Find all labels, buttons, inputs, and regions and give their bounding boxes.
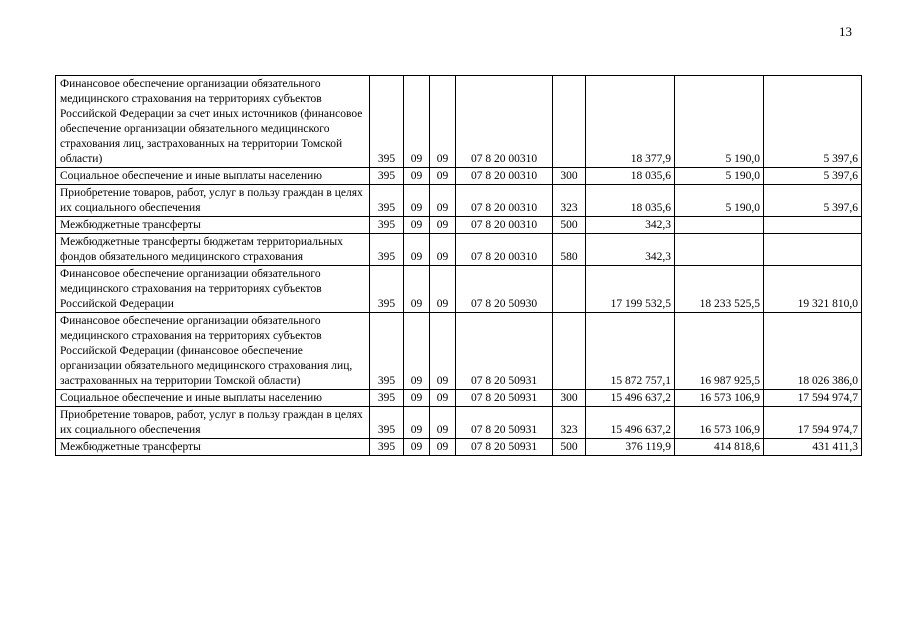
table-row <box>56 217 862 234</box>
amount-year3-cell <box>764 234 862 266</box>
expense-type-cell: 500 <box>553 439 586 456</box>
subsection-code-cell: 09 <box>430 217 456 234</box>
section-code-cell: 09 <box>404 185 430 217</box>
table-row <box>56 390 862 407</box>
row-name-cell: Межбюджетные трансферты бюджетам территориальных фондов обязательного медицинского страхования <box>56 234 370 266</box>
amount-year3-cell: 19 321 810,0 <box>764 266 862 313</box>
amount-year2-cell <box>675 217 764 234</box>
amount-year1-cell: 15 872 757,1 <box>586 313 675 390</box>
expense-type-cell: 323 <box>553 407 586 439</box>
ministry-code-cell: 395 <box>370 185 404 217</box>
table-row <box>56 168 862 185</box>
ministry-code-cell: 395 <box>370 390 404 407</box>
row-name-cell: Межбюджетные трансферты <box>56 217 370 234</box>
expense-type-cell: 300 <box>553 390 586 407</box>
amount-year1-cell: 18 035,6 <box>586 168 675 185</box>
amount-year2-cell: 5 190,0 <box>675 185 764 217</box>
table-row <box>56 407 862 439</box>
amount-year1-cell: 18 035,6 <box>586 185 675 217</box>
expense-type-cell: 500 <box>553 217 586 234</box>
row-name-cell: Социальное обеспечение и иные выплаты населению <box>56 390 370 407</box>
target-article-cell: 07 8 20 00310 <box>456 185 553 217</box>
table-body <box>56 76 862 456</box>
table-row <box>56 266 862 313</box>
expense-type-cell <box>553 266 586 313</box>
amount-year2-cell: 18 233 525,5 <box>675 266 764 313</box>
ministry-code-cell: 395 <box>370 313 404 390</box>
section-code-cell: 09 <box>404 313 430 390</box>
table-row <box>56 234 862 266</box>
page-number: 13 <box>839 24 852 39</box>
subsection-code-cell: 09 <box>430 76 456 168</box>
section-code-cell: 09 <box>404 407 430 439</box>
amount-year1-cell: 376 119,9 <box>586 439 675 456</box>
table-row <box>56 439 862 456</box>
target-article-cell: 07 8 20 00310 <box>456 76 553 168</box>
budget-table <box>55 75 862 456</box>
amount-year2-cell: 16 573 106,9 <box>675 407 764 439</box>
amount-year3-cell: 18 026 386,0 <box>764 313 862 390</box>
row-name-cell: Социальное обеспечение и иные выплаты населению <box>56 168 370 185</box>
row-name-cell: Межбюджетные трансферты <box>56 439 370 456</box>
target-article-cell: 07 8 20 00310 <box>456 168 553 185</box>
amount-year2-cell: 16 573 106,9 <box>675 390 764 407</box>
subsection-code-cell: 09 <box>430 168 456 185</box>
target-article-cell: 07 8 20 50930 <box>456 266 553 313</box>
target-article-cell: 07 8 20 00310 <box>456 234 553 266</box>
section-code-cell: 09 <box>404 266 430 313</box>
section-code-cell: 09 <box>404 168 430 185</box>
amount-year1-cell: 17 199 532,5 <box>586 266 675 313</box>
amount-year3-cell <box>764 217 862 234</box>
subsection-code-cell: 09 <box>430 234 456 266</box>
row-name-cell: Приобретение товаров, работ, услуг в пользу граждан в целях их социального обеспечения <box>56 185 370 217</box>
subsection-code-cell: 09 <box>430 407 456 439</box>
expense-type-cell: 300 <box>553 168 586 185</box>
expense-type-cell: 323 <box>553 185 586 217</box>
target-article-cell: 07 8 20 00310 <box>456 217 553 234</box>
row-name-cell: Финансовое обеспечение организации обязательного медицинского страхования на территориях субъектов Российской Федерации (финансовое обеспечение организации обязательного медицинского страхования лиц, застрахованных на территории Томской области) <box>56 313 370 390</box>
ministry-code-cell: 395 <box>370 168 404 185</box>
amount-year3-cell: 5 397,6 <box>764 185 862 217</box>
amount-year2-cell: 414 818,6 <box>675 439 764 456</box>
ministry-code-cell: 395 <box>370 439 404 456</box>
target-article-cell: 07 8 20 50931 <box>456 439 553 456</box>
amount-year3-cell: 5 397,6 <box>764 168 862 185</box>
section-code-cell: 09 <box>404 390 430 407</box>
ministry-code-cell: 395 <box>370 234 404 266</box>
target-article-cell: 07 8 20 50931 <box>456 313 553 390</box>
subsection-code-cell: 09 <box>430 185 456 217</box>
amount-year2-cell: 5 190,0 <box>675 76 764 168</box>
expense-type-cell: 580 <box>553 234 586 266</box>
amount-year3-cell: 5 397,6 <box>764 76 862 168</box>
section-code-cell: 09 <box>404 439 430 456</box>
ministry-code-cell: 395 <box>370 407 404 439</box>
target-article-cell: 07 8 20 50931 <box>456 407 553 439</box>
table-row <box>56 185 862 217</box>
expense-type-cell <box>553 313 586 390</box>
row-name-cell: Финансовое обеспечение организации обязательного медицинского страхования на территориях субъектов Российской Федерации <box>56 266 370 313</box>
ministry-code-cell: 395 <box>370 217 404 234</box>
amount-year1-cell: 15 496 637,2 <box>586 390 675 407</box>
amount-year1-cell: 18 377,9 <box>586 76 675 168</box>
section-code-cell: 09 <box>404 76 430 168</box>
amount-year3-cell: 17 594 974,7 <box>764 407 862 439</box>
subsection-code-cell: 09 <box>430 266 456 313</box>
amount-year2-cell <box>675 234 764 266</box>
section-code-cell: 09 <box>404 217 430 234</box>
target-article-cell: 07 8 20 50931 <box>456 390 553 407</box>
amount-year2-cell: 16 987 925,5 <box>675 313 764 390</box>
amount-year1-cell: 342,3 <box>586 234 675 266</box>
subsection-code-cell: 09 <box>430 313 456 390</box>
section-code-cell: 09 <box>404 234 430 266</box>
amount-year1-cell: 342,3 <box>586 217 675 234</box>
expense-type-cell <box>553 76 586 168</box>
amount-year3-cell: 17 594 974,7 <box>764 390 862 407</box>
amount-year2-cell: 5 190,0 <box>675 168 764 185</box>
row-name-cell: Финансовое обеспечение организации обязательного медицинского страхования на территориях субъектов Российской Федерации за счет иных источников (финансовое обеспечение организации обязательного медицинского страхования лиц, застрахованных на территории Томской области) <box>56 76 370 168</box>
table-row <box>56 76 862 168</box>
ministry-code-cell: 395 <box>370 266 404 313</box>
amount-year1-cell: 15 496 637,2 <box>586 407 675 439</box>
subsection-code-cell: 09 <box>430 439 456 456</box>
amount-year3-cell: 431 411,3 <box>764 439 862 456</box>
row-name-cell: Приобретение товаров, работ, услуг в пользу граждан в целях их социального обеспечения <box>56 407 370 439</box>
ministry-code-cell: 395 <box>370 76 404 168</box>
table-row <box>56 313 862 390</box>
subsection-code-cell: 09 <box>430 390 456 407</box>
